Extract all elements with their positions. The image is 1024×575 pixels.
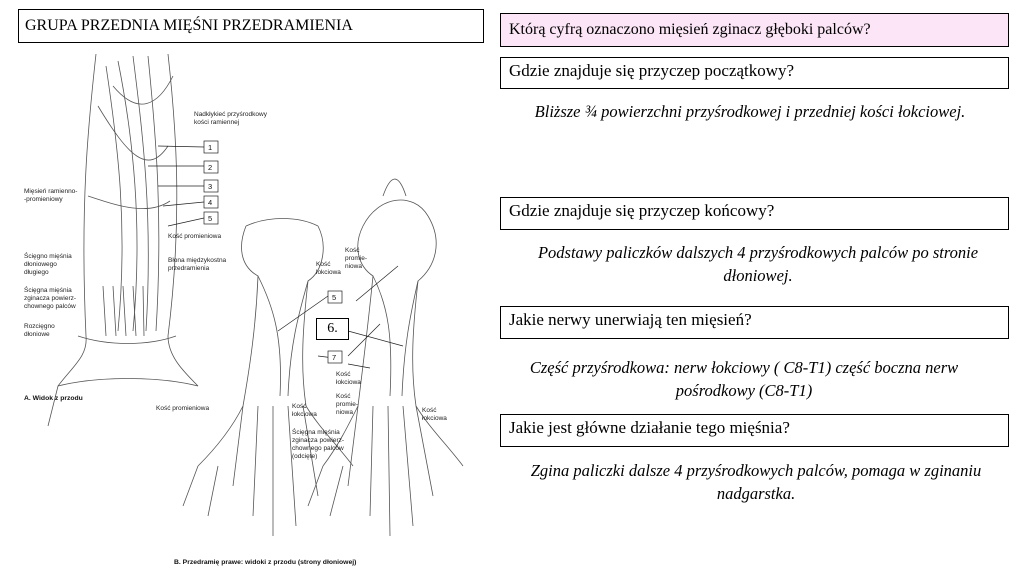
answer-number-box: 6. <box>316 318 349 340</box>
label-sciegno-odc-1: Ścięgna mięśnia <box>292 429 340 436</box>
question-1-box: Którą cyfrą oznaczono mięsień zginacz głęboki palców? <box>500 13 1009 47</box>
number-label-2: 2 <box>208 163 213 172</box>
label-kosc-lok-b2: łokciowa <box>336 379 361 386</box>
label-sciegno-pow-1: Ścięgna mięśnia <box>24 287 72 294</box>
label-rozciegno-1: Rozcięgno <box>24 323 55 330</box>
label-nadklykiec-1: Nadkłykieć przyśrodkowy <box>194 111 267 118</box>
caption-a: A. Widok z przodu <box>24 395 83 402</box>
label-kosc-lok-a1: Kość <box>316 261 331 268</box>
label-kosc-lok-d2: łokciowa <box>422 415 447 422</box>
label-kosc-prom-b1: Kość <box>345 247 360 254</box>
label-kosc-prom-d2: promie- <box>336 401 359 408</box>
label-sciegno-dlon-2: dłoniowego <box>24 261 57 268</box>
slide-title: GRUPA PRZEDNIA MIĘŚNI PRZEDRAMIENIA <box>18 9 484 43</box>
label-kosc-lok-c1: Kość <box>292 403 307 410</box>
label-kosc-lok-c2: łokciowa <box>292 411 317 418</box>
answer-4-text: Część przyśrodkowa: nerw łokciowy ( C8-T1) część boczna nerw pośrodkowy (C8-T1) <box>529 358 959 401</box>
question-5-box: Jakie jest główne działanie tego mięśnia? <box>500 414 1009 447</box>
caption-b: B. Przedramię prawe: widoki z przodu (strony dłoniowej) <box>174 559 357 566</box>
number-label-5b: 5 <box>332 293 337 302</box>
label-kosc-prom-b2: promie- <box>345 255 368 262</box>
label-kosc-prom-d3: niowa <box>336 409 353 416</box>
label-sciegno-odc-4: (odcięte) <box>292 453 318 460</box>
label-kosc-prom-b3: niowa <box>345 263 362 270</box>
answer-3-text: Podstawy paliczków dalszych 4 przyśrodkowych palców po stronie dłoniowej. <box>537 243 979 286</box>
label-rozciegno-2: dłoniowe <box>24 331 50 338</box>
number-label-7: 7 <box>332 353 337 362</box>
question-4-box: Jakie nerwy unerwiają ten mięsień? <box>500 306 1009 339</box>
number-label-5: 5 <box>208 214 213 223</box>
label-ramienno-1: Mięsień ramienno- <box>24 188 78 195</box>
question-3-box: Gdzie znajduje się przyczep końcowy? <box>500 197 1009 230</box>
label-blona-1: Błona międzykostna <box>168 257 227 264</box>
answer-2-text: Bliższe ¾ powierzchni przyśrodkowej i przedniej kości łokciowej. <box>534 102 966 121</box>
answer-5-text: Zgina paliczki dalsze 4 przyśrodkowych palców, pomaga w zginaniu nadgarstka. <box>530 461 982 504</box>
number-label-3: 3 <box>208 182 213 191</box>
label-kosc-lok-d1: Kość <box>422 407 437 414</box>
label-blona-2: przedramienia <box>168 265 210 272</box>
label-kosc-lok-a2: łokciowa <box>316 269 341 276</box>
label-kosc-prom-c: Kość promieniowa <box>156 405 210 412</box>
label-sciegno-odc-3: chownego palców <box>292 445 344 452</box>
label-nadklykiec-2: kości ramiennej <box>194 119 240 126</box>
forearm-b-drawing <box>183 179 463 536</box>
label-kosc-lok-b1: Kość <box>336 371 351 378</box>
label-sciegno-pow-3: chownego palców <box>24 303 76 310</box>
forearm-illustration <box>18 46 480 570</box>
anatomy-figure <box>18 46 480 570</box>
question-2-box: Gdzie znajduje się przyczep początkowy? <box>500 57 1009 89</box>
label-sciegno-dlon-3: długiego <box>24 269 49 276</box>
label-sciegno-odc-2: zginacza powierz- <box>292 437 345 444</box>
label-ramienno-2: -promieniowy <box>24 196 63 203</box>
number-label-1: 1 <box>208 143 213 152</box>
label-sciegno-pow-2: zginacza powierz- <box>24 295 77 302</box>
forearm-a-drawing <box>48 54 198 426</box>
number-label-4: 4 <box>208 198 213 207</box>
label-kosc-prom-d1: Kość <box>336 393 351 400</box>
label-kosc-prom-a: Kość promieniowa <box>168 233 222 240</box>
label-sciegno-dlon-1: Ścięgno mięśnia <box>24 253 72 260</box>
